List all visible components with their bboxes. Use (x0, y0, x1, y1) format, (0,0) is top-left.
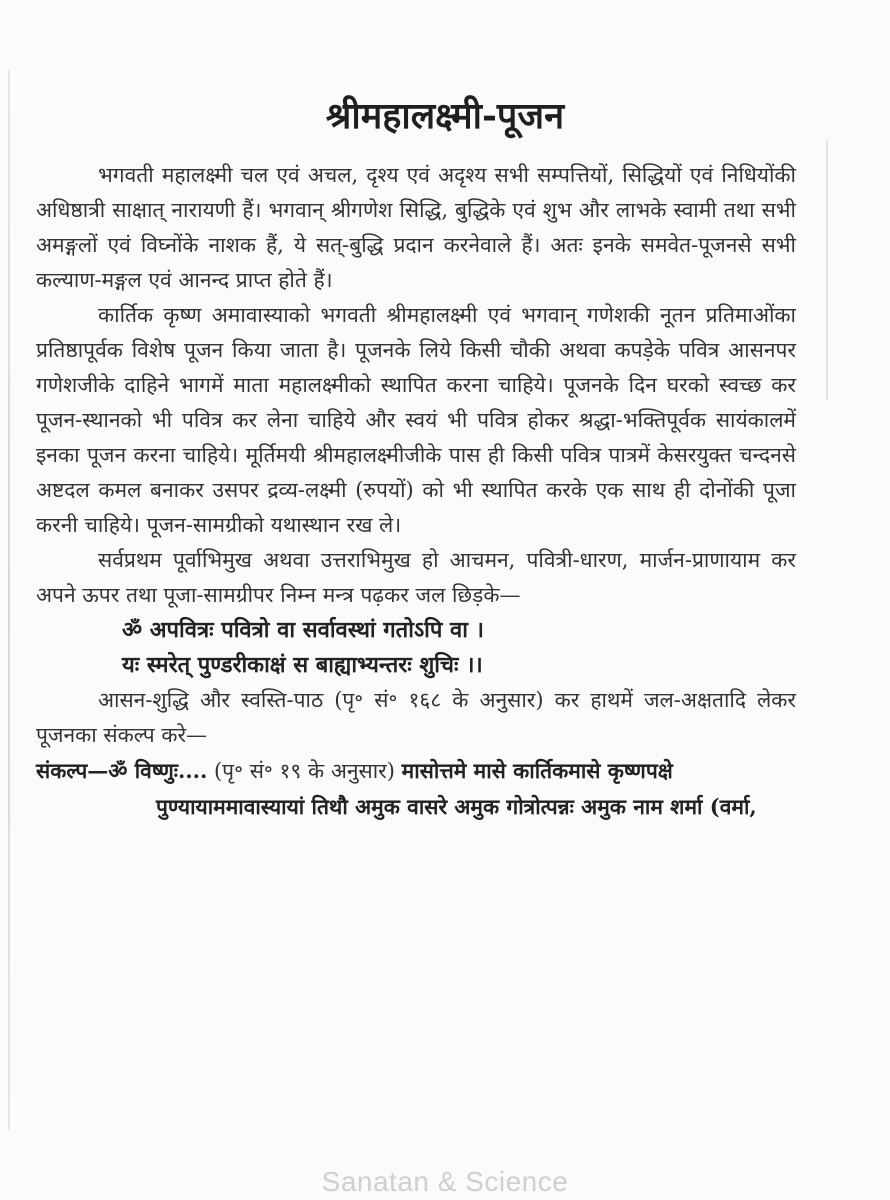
watermark: Sanatan & Science (321, 1166, 569, 1197)
paragraph-procedure: कार्तिक कृष्ण अमावास्याको भगवती श्रीमहालक्ष्मी एवं भगवान् गणेशकी नूतन प्रतिमाओंका प्रतिष्ठापूर्वक विशेष पूजन किया जाता है। पूजनके लिये किसी चौकी अथवा कपड़ेके पवित्र आसनपर गणेशजीके दाहिने भागमें माता महालक्ष्मीको स्थापित करना चाहिये। पूजनके दिन घरको स्वच्छ कर पूजन-स्थानको भी पवित्र कर लेना चाहिये और स्वयं भी पवित्र होकर श्रद्धा-भक्तिपूर्वक सायंकालमें इनका पूजन करना चाहिये। मूर्तिमयी श्रीमहालक्ष्मीजीके पास ही किसी पवित्र पात्रमें केसरयुक्त चन्दनसे अष्टदल कमल बनाकर उसपर द्रव्य-लक्ष्मी (रुपयों) को भी स्थापित करके एक साथ ही दोनोंकी पूजा करनी चाहिये। पूजन-सामग्रीको यथास्थान रख ले। (36, 303, 796, 537)
sankalp-text: मासोत्तमे मासे कार्तिकमासे कृष्णपक्षे पुण्यायाममावास्यायां तिथौ अमुक वासरे अमुक गोत्रोत्पन्नः अमुक नाम शर्मा (वर्मा, (156, 758, 757, 819)
mantra-line-1: ॐ अपवित्रः पवित्रो वा सर्वावस्थां गतोऽपि वा । (122, 617, 484, 643)
sankalp-paragraph (36, 753, 796, 825)
paragraph-intro: भगवती महालक्ष्मी चल एवं अचल, दृश्य एवं अदृश्य सभी सम्पत्तियों, सिद्धियों एवं निधियोंकी अधिष्ठात्री साक्षात् नारायणी हैं। भगवान् श्रीगणेश सिद्धि, बुद्धिके एवं शुभ और लाभके स्वामी तथा सभी अमङ्गलों एवं विघ्नोंके नाशक हैं, ये सत्-बुद्धि प्रदान करनेवाले हैं। अतः इनके समवेत-पूजनसे सभी कल्याण-मङ्गल एवं आनन्द प्राप्त होते हैं। (36, 163, 796, 292)
paragraph-achaman: सर्वप्रथम पूर्वाभिमुख अथवा उत्तराभिमुख हो आचमन, पवित्री-धारण, मार्जन-प्राणायाम कर अपने ऊपर तथा पूजा-सामग्रीपर निम्न मन्त्र पढ़कर जल छिड़के— (36, 548, 796, 607)
mantra-line-2: यः स्मरेत् पुण्डरीकाक्षं स बाह्याभ्यन्तरः शुचिः ।। (122, 652, 483, 678)
sankalp-lead: संकल्प—ॐ विष्णुः.... (36, 758, 208, 783)
page-title: श्रीमहालक्ष्मी-पूजन (325, 95, 565, 137)
paragraph-asan-shuddhi: आसन-शुद्धि और स्वस्ति-पाठ (पृ॰ सं॰ १६८ के अनुसार) कर हाथमें जल-अक्षतादि लेकर पूजनका संकल्प करे— (36, 688, 796, 747)
page-scan-mark (826, 140, 828, 400)
page-edge-shadow (8, 70, 10, 1130)
sankalp-reference: (पृ॰ सं॰ १९ के अनुसार) (207, 759, 402, 783)
body-text (36, 158, 796, 825)
